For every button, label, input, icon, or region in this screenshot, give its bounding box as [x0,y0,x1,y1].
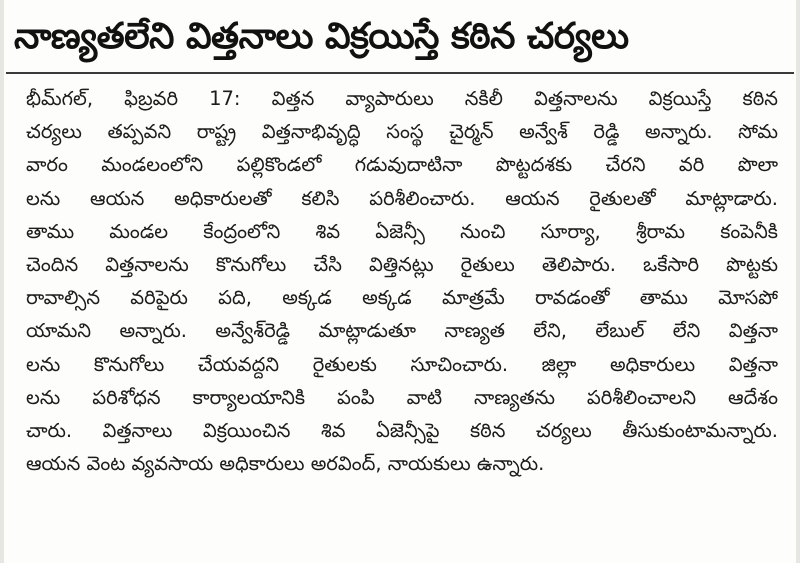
article-line: ఆయన వెంట వ్యవసాయ అధికారులు అరవింద్, నాయకులు ఉన్నారు. [26,452,545,476]
article-body [26,82,778,552]
article-line: తాము మండల కేంద్రంలోని శివ ఏజెన్సీ నుంచి సూర్యా, శ్రీరామ కంపెనీకి [26,219,778,243]
article-line: లను పరిశోధన కార్యాలయానికి పంపి వాటి నాణ్యతను పరిశీలించాలని ఆదేశం [26,385,778,409]
article-line: యామని అన్నారు. అన్వేశ్‌రెడ్డి మాట్లాడుతూ నాణ్యత లేని, లేబుల్ లేని విత్తనా [26,319,778,343]
article-line: చెందిన విత్తనాలను కొనుగోలు చేసి విత్తినట్లు రైతులు తెలిపారు. ఒకేసారి పొట్టకు [26,252,778,276]
clipping-right-edge [796,0,800,563]
article-line: చర్యలు తప్పవని రాష్ట్ర విత్తనాభివృద్ధి సంస్థ చైర్మన్ అన్వేశ్ రెడ్డి అన్నారు. సోమ [26,120,778,144]
article-line: లను కొనుగోలు చేయవద్దని రైతులకు సూచించారు. జిల్లా అధికారులు విత్తనా [26,352,778,376]
article-line: చారు. విత్తనాలు విక్రయించిన శివ ఏజెన్సీపై కఠిన చర్యలు తీసుకుంటామన్నారు. [26,418,778,442]
article-line: భీమ్‌గల్, ఫిబ్రవరి 17: విత్తన వ్యాపారులు నకిలీ విత్తనాలను విక్రయిస్తే కఠిన [26,87,778,110]
article-line: రావాల్సిన వరిపైరు పది, అక్కడ అక్కడ మాత్రమే రావడంతో తాము మోసపో [26,286,778,310]
article-headline: నాణ్యతలేని విత్తనాలు విక్రయిస్తే కఠిన చర్యలు [14,16,629,57]
clipping-left-edge [0,0,4,563]
article-line: వారం మండలంలోని పల్లికొండలో గడువుదాటినా పొట్టదశకు చేరని వరి పొలా [26,153,778,177]
article-line: లను ఆయన అధికారులతో కలిసి పరిశీలించారు. ఆయన రైతులతో మాట్లాడారు. [26,186,778,210]
headline-divider [6,72,794,74]
